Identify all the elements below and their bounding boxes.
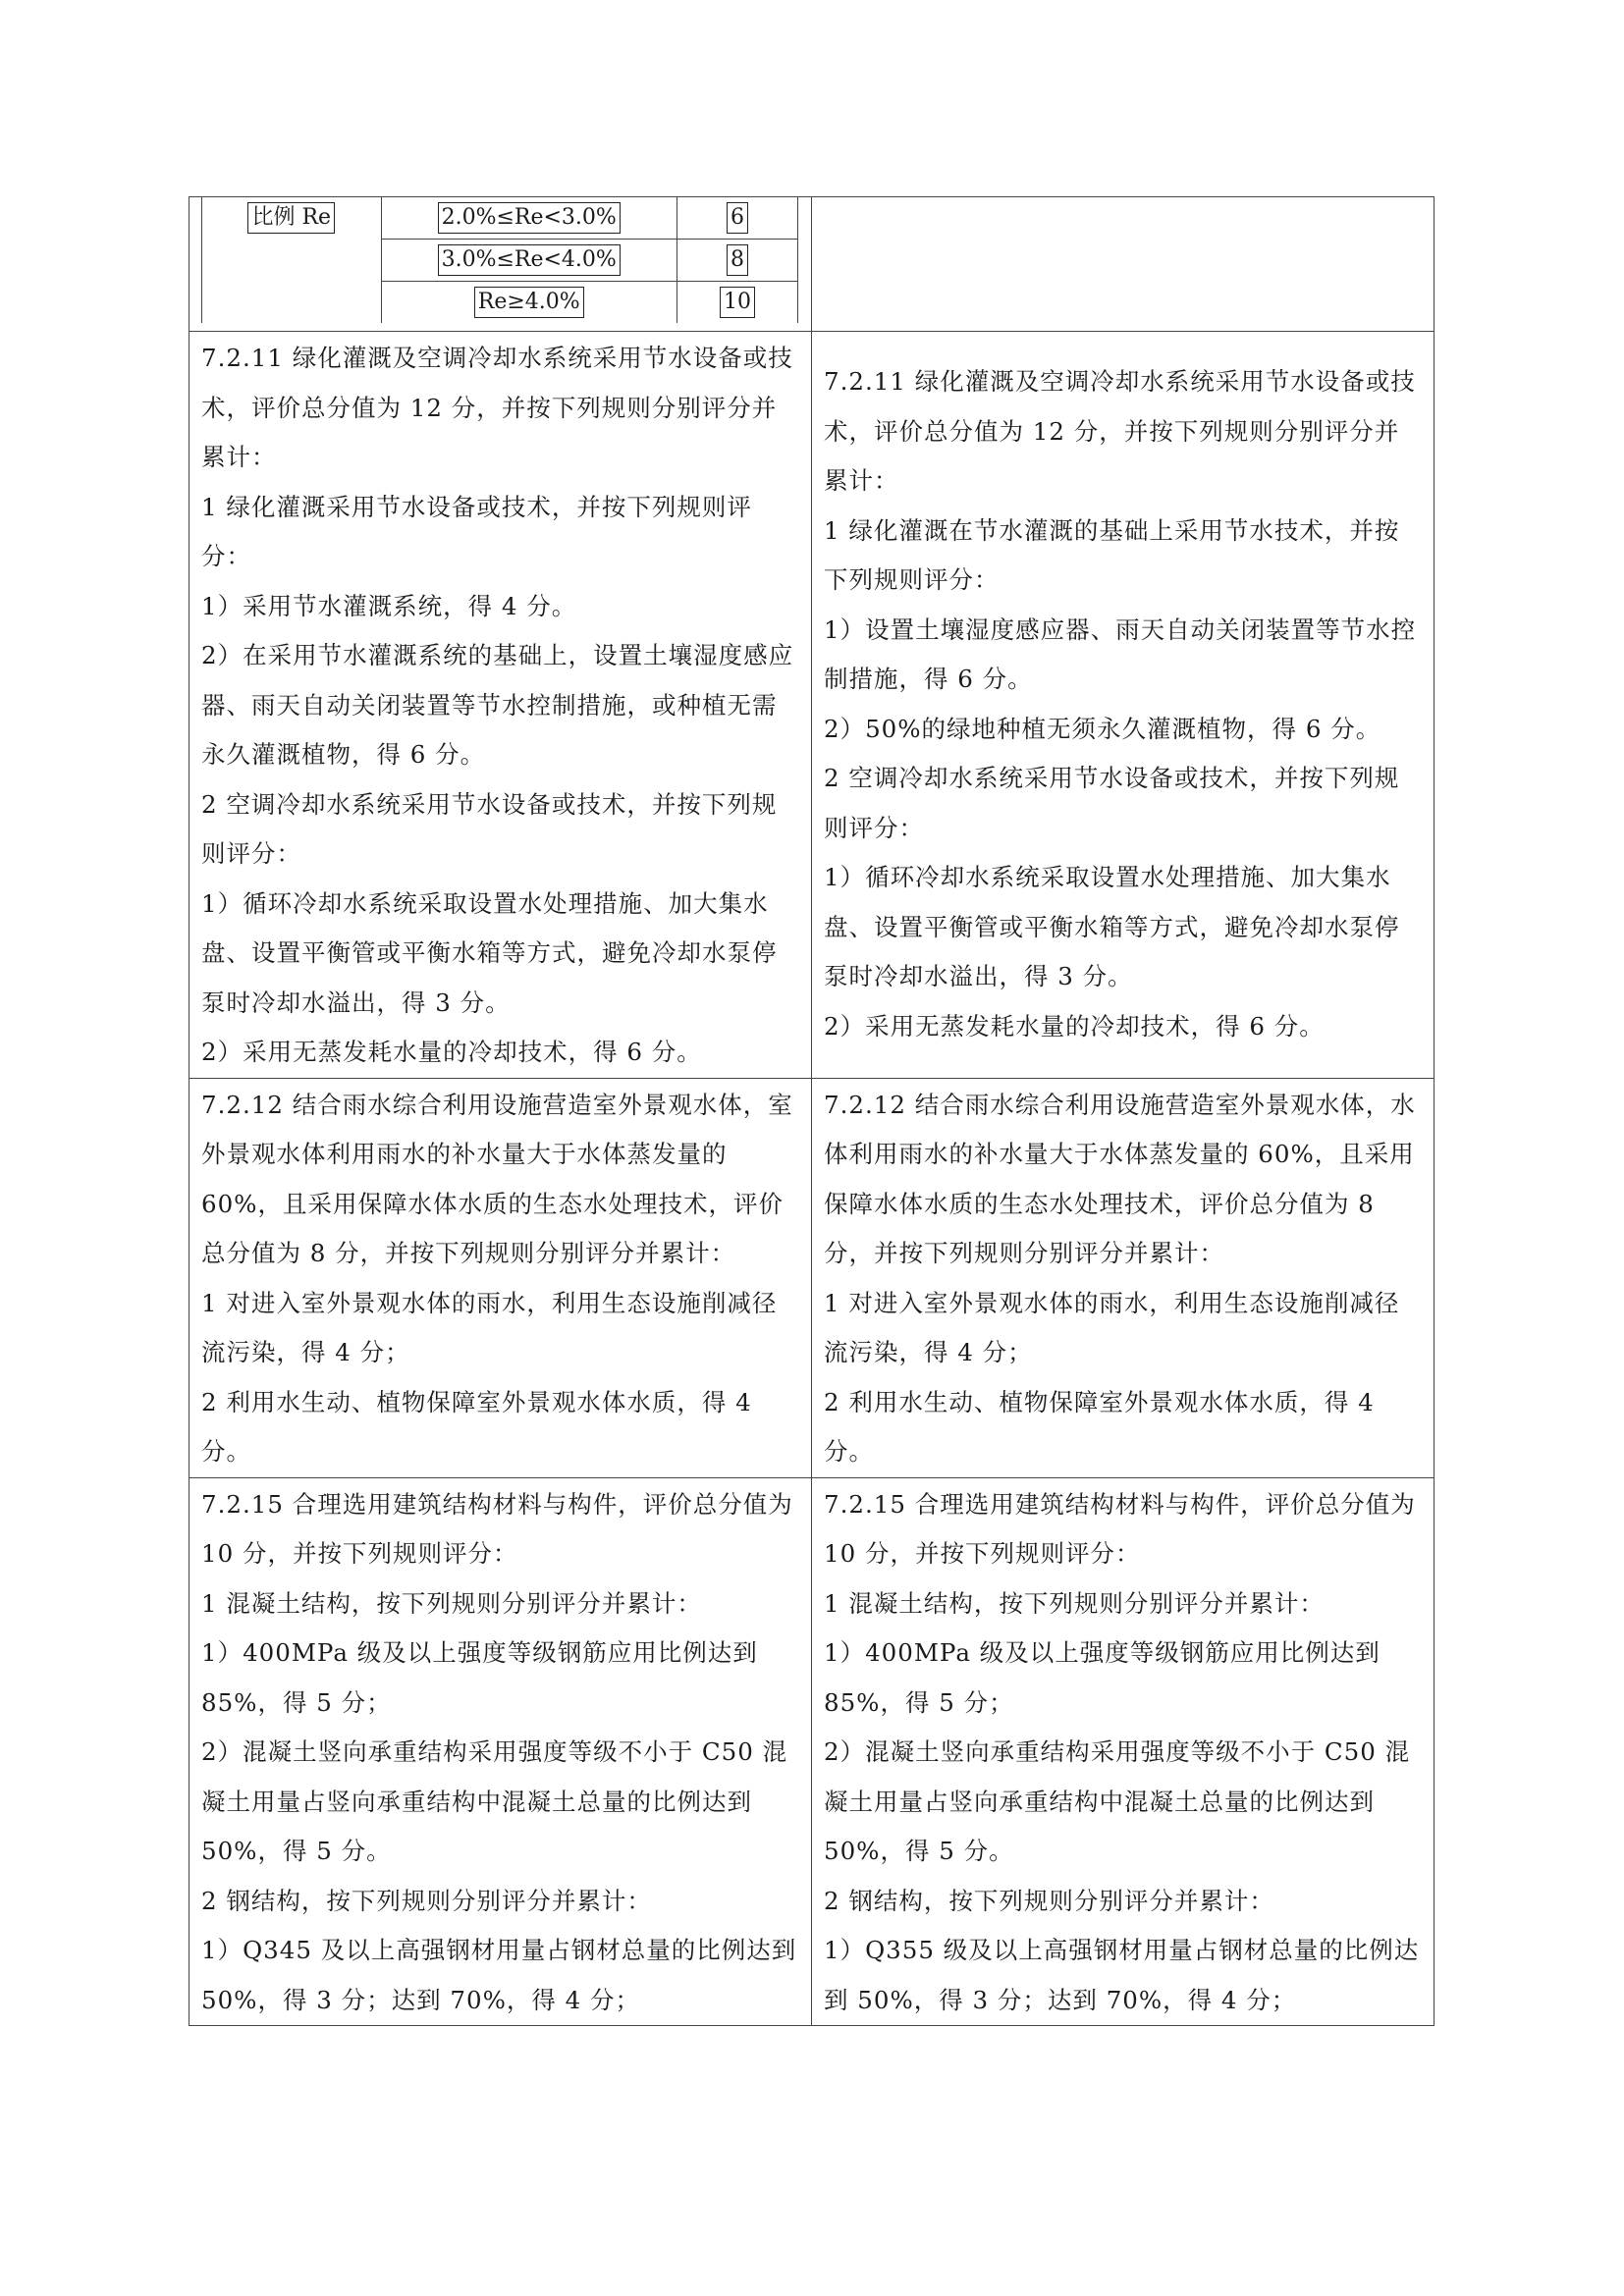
ratio-range: Re≥4.0% xyxy=(381,282,677,324)
paragraph: 1）Q345 及以上高强钢材用量占钢材总量的比例达到 50%，得 3 分；达到 70%，得 4 分； xyxy=(201,1936,797,2014)
paragraph: 2）采用无蒸发耗水量的冷却技术，得 6 分。 xyxy=(201,1038,702,1066)
paragraph: 7.2.11 绿化灌溉及空调冷却水系统采用节水设备或技术，评价总分值为 12 分，并按下列规则分别评分并累计： xyxy=(201,344,793,471)
paragraph: 1）400MPa 级及以上强度等级钢筋应用比例达到 85%，得 5 分； xyxy=(201,1638,758,1717)
paragraph: 2 空调冷却水系统采用节水设备或技术，并按下列规则评分： xyxy=(824,764,1400,842)
paragraph: 1）400MPa 级及以上强度等级钢筋应用比例达到 85%，得 5 分； xyxy=(824,1638,1380,1717)
ratio-label-cell xyxy=(202,197,382,323)
paragraph: 7.2.12 结合雨水综合利用设施营造室外景观水体，室外景观水体利用雨水的补水量大于水体蒸发量的 60%，且采用保障水体水质的生态水处理技术，评价总分值为 8 分，并按下列规则分别评分并累计： xyxy=(201,1090,793,1267)
paragraph: 2 钢结构，按下列规则分别评分并累计： xyxy=(201,1886,652,1915)
paragraph: 1 混凝土结构，按下列规则分别评分并累计： xyxy=(824,1588,1325,1618)
paragraph: 1）Q355 级及以上高强钢材用量占钢材总量的比例达到 50%，得 3 分；达到 70%，得 4 分； xyxy=(824,1936,1420,2014)
clause-row-7-2-15 xyxy=(189,1477,1435,2026)
paragraph: 1）循环冷却水系统采取设置水处理措施、加大集水盘、设置平衡管或平衡水箱等方式，避免冷却水泵停泵时冷却水溢出，得 3 分。 xyxy=(824,863,1400,990)
ratio-cell-left xyxy=(189,197,812,332)
paragraph: 7.2.11 绿化灌溉及空调冷却水系统采用节水设备或技术，评价总分值为 12 分，并按下列规则分别评分并累计： xyxy=(824,367,1416,495)
paragraph: 2）在采用节水灌溉系统的基础上，设置土壤湿度感应器、雨天自动关闭装置等节水控制措施，或种植无需永久灌溉植物，得 6 分。 xyxy=(201,641,794,769)
ratio-cell-right xyxy=(812,197,1435,332)
comparison-table xyxy=(189,196,1435,2026)
paragraph: 2 空调冷却水系统采用节水设备或技术，并按下列规则评分： xyxy=(201,789,778,868)
paragraph: 1）设置土壤湿度感应器、雨天自动关闭装置等节水控制措施，得 6 分。 xyxy=(824,614,1417,693)
paragraph: 2 利用水生动、植物保障室外景观水体水质，得 4 分。 xyxy=(824,1387,1375,1466)
paragraph: 1 绿化灌溉在节水灌溉的基础上采用节水技术，并按下列规则评分： xyxy=(824,515,1400,594)
ratio-range: 3.0%≤Re<4.0% xyxy=(381,240,677,282)
paragraph: 2 利用水生动、植物保障室外景观水体水质，得 4 分。 xyxy=(201,1387,752,1466)
paragraph: 7.2.12 结合雨水综合利用设施营造室外景观水体，水体利用雨水的补水量大于水体蒸发量的 60%，且采用保障水体水质的生态水处理技术，评价总分值为 8 分，并按下列规则分别评分并累计： xyxy=(824,1090,1416,1267)
paragraph: 2）混凝土竖向承重结构采用强度等级不小于 C50 混凝土用量占竖向承重结构中混凝土总量的比例达到 50%，得 5 分。 xyxy=(201,1737,788,1865)
paragraph: 1）采用节水灌溉系统，得 4 分。 xyxy=(201,591,577,620)
paragraph: 1 对进入室外景观水体的雨水，利用生态设施削减径流污染，得 4 分； xyxy=(201,1288,778,1366)
ratio-range: 2.0%≤Re<3.0% xyxy=(381,197,677,240)
paragraph: 1 绿化灌溉采用节水设备或技术，并按下列规则评分： xyxy=(201,492,752,570)
ratio-score: 6 xyxy=(677,197,797,240)
ratio-score: 10 xyxy=(677,282,797,324)
clause-7-2-11-old xyxy=(189,332,812,1079)
paragraph: 7.2.15 合理选用建筑结构材料与构件，评价总分值为 10 分，并按下列规则评分： xyxy=(201,1489,793,1568)
ratio-row xyxy=(189,197,1435,332)
paragraph: 2）采用无蒸发耗水量的冷却技术，得 6 分。 xyxy=(824,1011,1325,1041)
ratio-label: 比例 Re xyxy=(247,202,335,234)
clause-row-7-2-12 xyxy=(189,1078,1435,1477)
paragraph: 2 钢结构，按下列规则分别评分并累计： xyxy=(824,1886,1274,1915)
paragraph: 1 混凝土结构，按下列规则分别评分并累计： xyxy=(201,1588,702,1618)
paragraph: 1）循环冷却水系统采取设置水处理措施、加大集水盘、设置平衡管或平衡水箱等方式，避免冷却水泵停泵时冷却水溢出，得 3 分。 xyxy=(201,888,778,1017)
ratio-inner-table xyxy=(201,197,798,323)
clause-7-2-12-old xyxy=(189,1078,812,1477)
clause-7-2-12-new xyxy=(812,1078,1435,1477)
clause-row-7-2-11 xyxy=(189,332,1435,1079)
ratio-score: 8 xyxy=(677,240,797,282)
paragraph: 1 对进入室外景观水体的雨水，利用生态设施削减径流污染，得 4 分； xyxy=(824,1288,1400,1366)
paragraph: 2）50%的绿地种植无须永久灌溉植物，得 6 分。 xyxy=(824,714,1381,743)
clause-7-2-15-new xyxy=(812,1477,1435,2026)
paragraph: 2）混凝土竖向承重结构采用强度等级不小于 C50 混凝土用量占竖向承重结构中混凝土总量的比例达到 50%，得 5 分。 xyxy=(824,1737,1411,1865)
clause-7-2-15-old xyxy=(189,1477,812,2026)
clause-7-2-11-new xyxy=(812,332,1435,1079)
paragraph: 7.2.15 合理选用建筑结构材料与构件，评价总分值为 10 分，并按下列规则评分： xyxy=(824,1489,1416,1568)
